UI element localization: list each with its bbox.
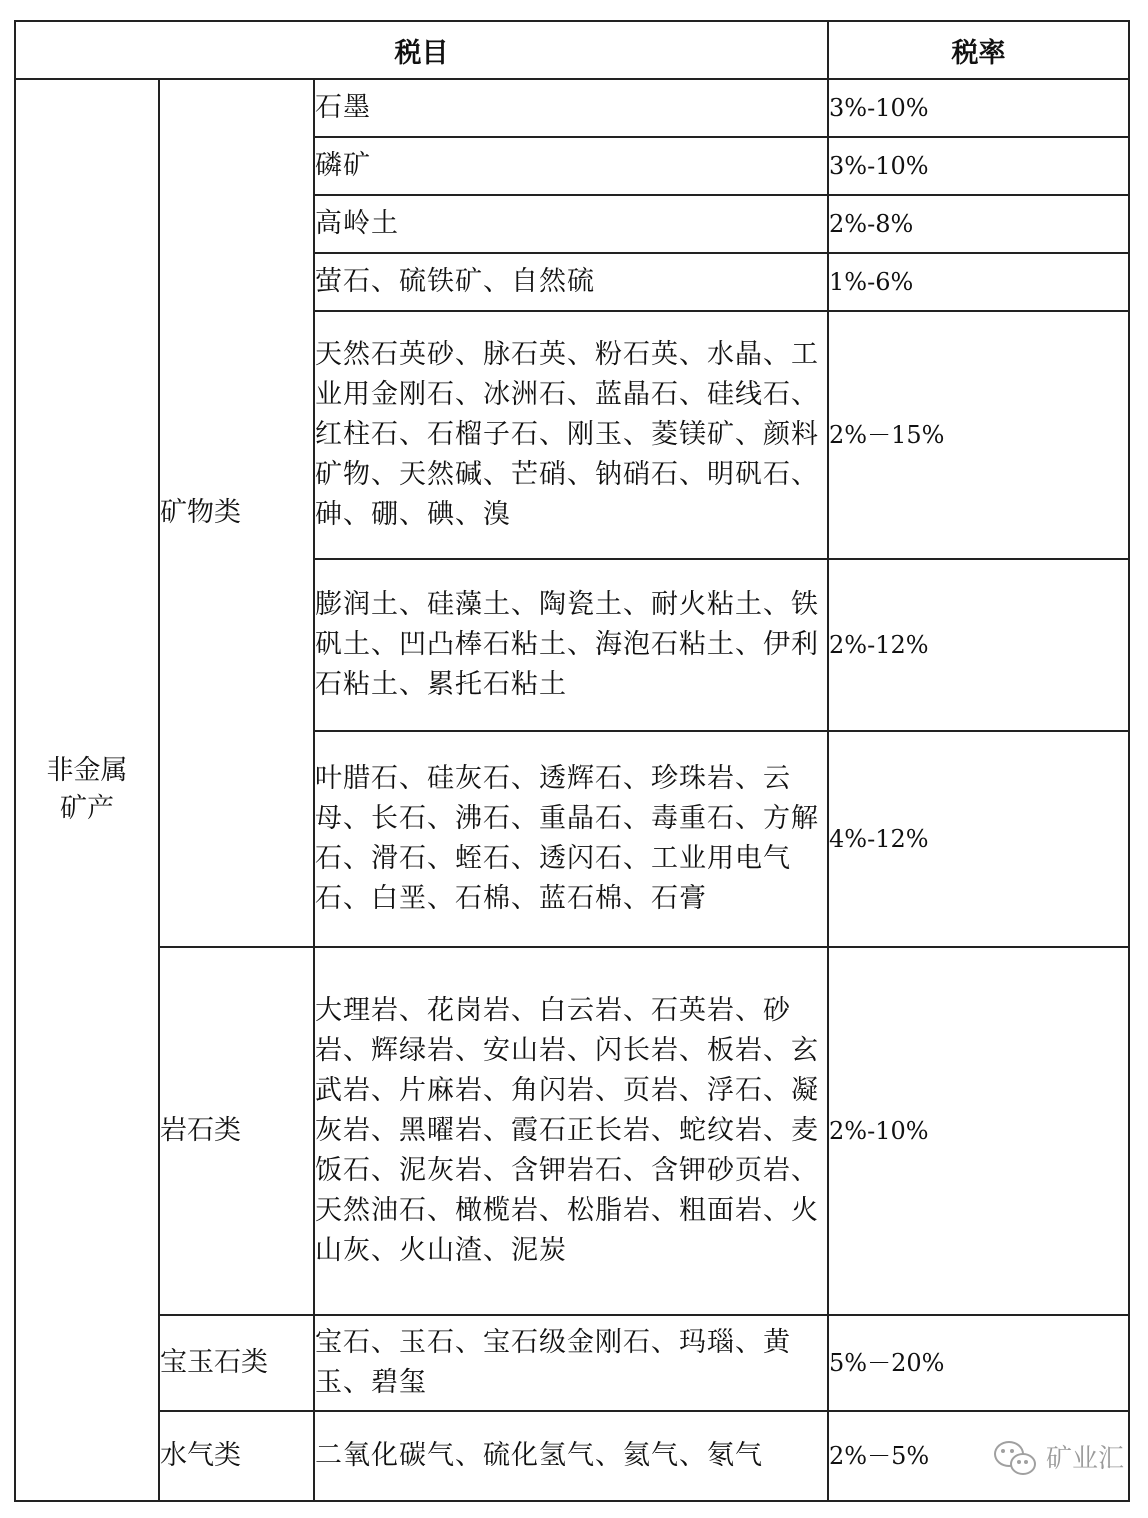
table-row [15, 79, 1129, 137]
item-cell: 天然石英砂、脉石英、粉石英、水晶、工业用金刚石、冰洲石、蓝晶石、硅线石、红柱石、石榴子石、刚玉、菱镁矿、颜料矿物、天然碱、芒硝、钠硝石、明矾石、砷、硼、碘、溴 [314, 311, 828, 559]
tax-rate-table [14, 20, 1130, 1502]
rate-cell: 2%-10% [828, 947, 1129, 1315]
rate-cell: 2%-12% [828, 559, 1129, 731]
item-cell: 大理岩、花岗岩、白云岩、石英岩、砂岩、辉绿岩、安山岩、闪长岩、板岩、玄武岩、片麻岩、角闪岩、页岩、浮石、凝灰岩、黑曜岩、霞石正长岩、蛇纹岩、麦饭石、泥灰岩、含钾岩石、含钾砂页岩、天然油石、橄榄岩、松脂岩、粗面岩、火山灰、火山渣、泥炭 [314, 947, 828, 1315]
rate-cell: 2%-8% [828, 195, 1129, 253]
item-cell: 宝石、玉石、宝石级金刚石、玛瑙、黄玉、碧玺 [314, 1315, 828, 1411]
group-label-line1: 非金属 [46, 755, 128, 786]
item-cell: 萤石、硫铁矿、自然硫 [314, 253, 828, 311]
header-item: 税目 [15, 21, 828, 79]
item-cell: 磷矿 [314, 137, 828, 195]
group-label-line2: 矿产 [60, 793, 114, 824]
item-cell: 二氧化碳气、硫化氢气、氦气、氡气 [314, 1411, 828, 1501]
table-header-row [15, 21, 1129, 79]
item-cell: 膨润土、硅藻土、陶瓷土、耐火粘土、铁矾土、凹凸棒石粘土、海泡石粘土、伊利石粘土、累托石粘土 [314, 559, 828, 731]
item-cell: 石墨 [314, 79, 828, 137]
rate-cell: 3%-10% [828, 137, 1129, 195]
table-row [15, 947, 1129, 1315]
item-cell: 叶腊石、硅灰石、透辉石、珍珠岩、云母、长石、沸石、重晶石、毒重石、方解石、滑石、蛭石、透闪石、工业用电气石、白垩、石棉、蓝石棉、石膏 [314, 731, 828, 947]
rate-cell: 2%－15% [828, 311, 1129, 559]
rate-cell: 3%-10% [828, 79, 1129, 137]
watermark [992, 1438, 1124, 1475]
rate-cell: 5%－20% [828, 1315, 1129, 1411]
category-gas: 水气类 [159, 1411, 314, 1501]
group-nonmetal-minerals [15, 79, 159, 1501]
rate-cell: 4%-12% [828, 731, 1129, 947]
watermark-text: 矿业汇 [1045, 1444, 1124, 1474]
table-row [15, 1315, 1129, 1411]
rate-cell: 1%-6% [828, 253, 1129, 311]
table-row [15, 1411, 1129, 1501]
category-minerals: 矿物类 [159, 79, 314, 947]
category-rocks: 岩石类 [159, 947, 314, 1315]
rate-cell: 2%－5% [828, 1411, 1129, 1501]
header-rate: 税率 [828, 21, 1129, 79]
wechat-icon [992, 1439, 1038, 1475]
category-gems: 宝玉石类 [159, 1315, 314, 1411]
item-cell: 高岭土 [314, 195, 828, 253]
